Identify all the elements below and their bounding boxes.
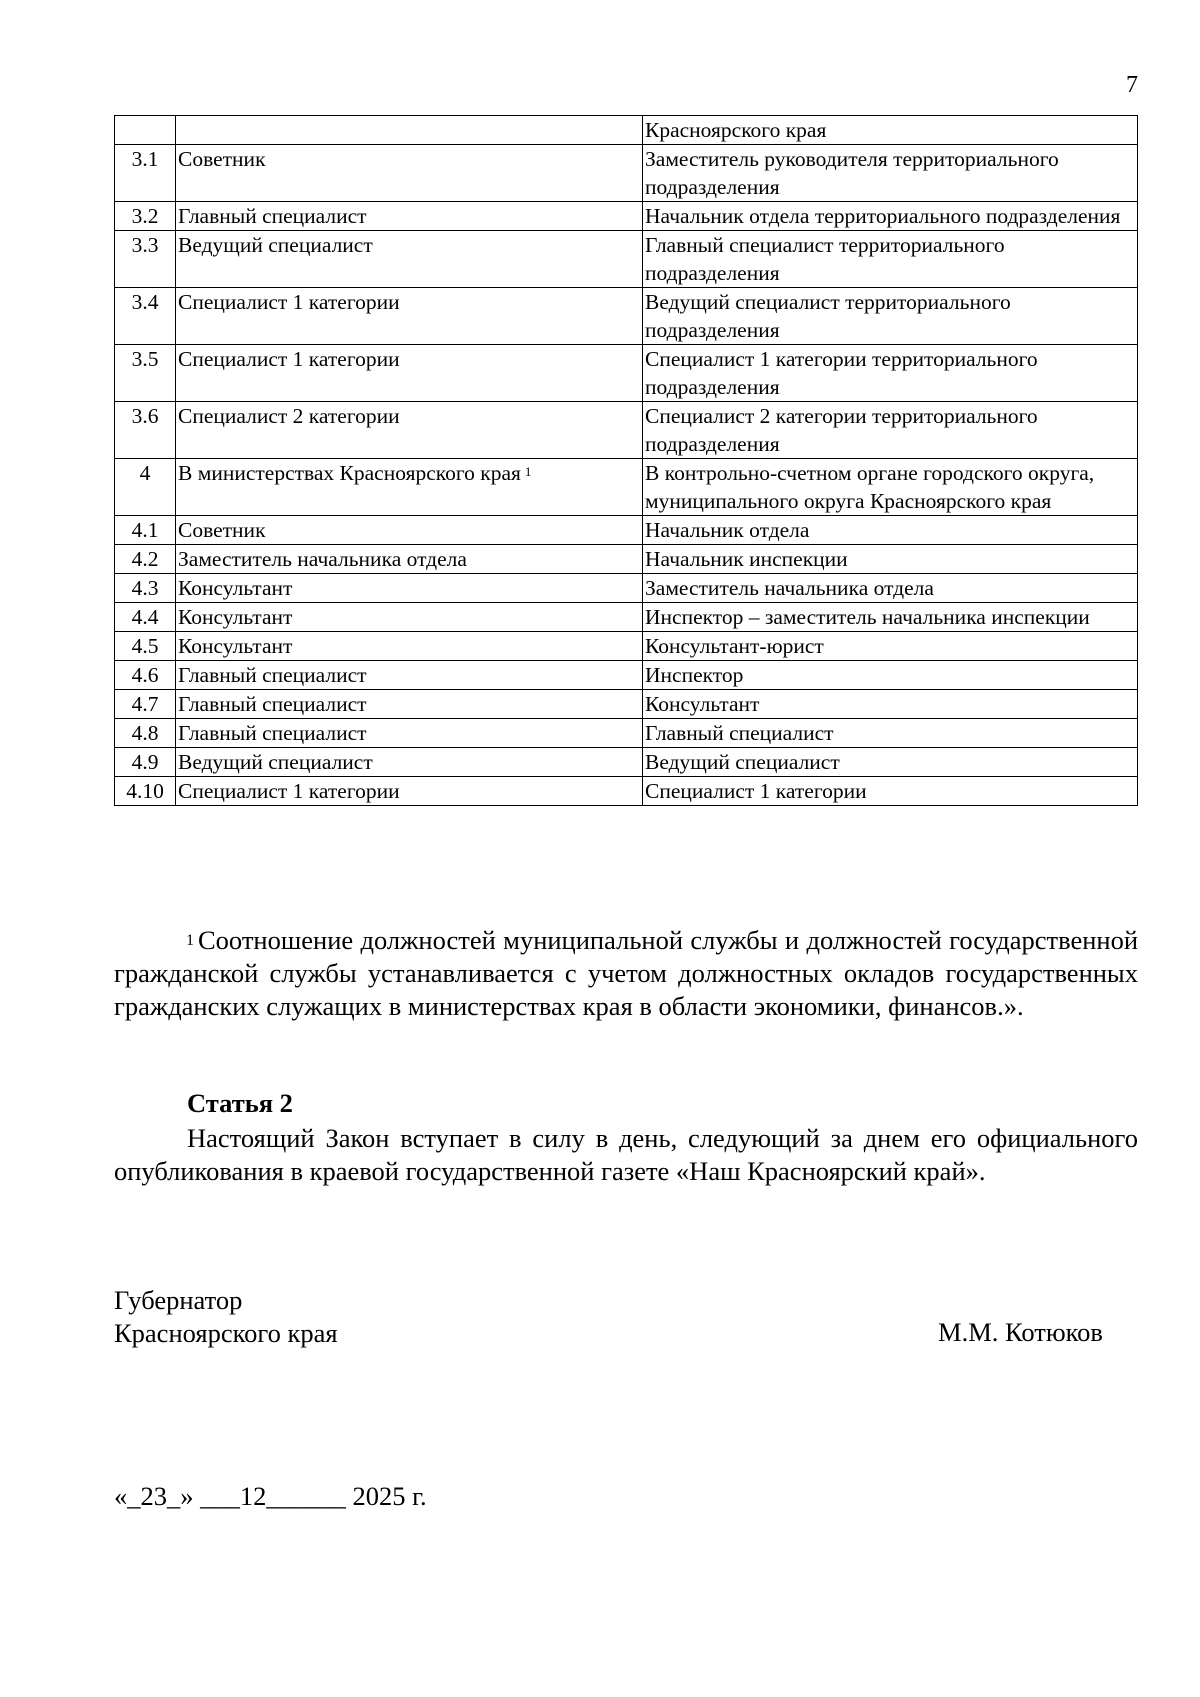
municipal-position-text: Ведущий специалист xyxy=(178,750,373,774)
row-number: 4.4 xyxy=(115,603,176,632)
footnote-reference: 1 xyxy=(524,464,532,479)
municipal-position xyxy=(176,145,643,202)
state-position: Консультант-юрист xyxy=(643,632,1138,661)
row-number: 4.8 xyxy=(115,719,176,748)
municipal-position xyxy=(176,459,643,516)
municipal-position-text: Специалист 1 категории xyxy=(178,779,400,803)
municipal-position-text: Советник xyxy=(178,147,266,171)
municipal-position xyxy=(176,345,643,402)
row-number: 3.3 xyxy=(115,231,176,288)
state-position: Красноярского края xyxy=(643,116,1138,145)
footnote-mark: 1 xyxy=(186,932,194,949)
row-number: 4.1 xyxy=(115,516,176,545)
municipal-position xyxy=(176,574,643,603)
state-position: В контрольно-счетном органе городского округа, муниципального округа Красноярского края xyxy=(643,459,1138,516)
table-row xyxy=(115,574,1138,603)
state-position: Специалист 1 категории xyxy=(643,777,1138,806)
municipal-position xyxy=(176,288,643,345)
signatory-title-line-1: Губернатор xyxy=(114,1285,243,1315)
municipal-position xyxy=(176,777,643,806)
article-text: Настоящий Закон вступает в силу в день, следующий за днем его официального опубликования в краевой государственной газете «Наш Красноярский край». xyxy=(114,1123,1138,1186)
table-row xyxy=(115,345,1138,402)
municipal-position-text: Ведущий специалист xyxy=(178,233,373,257)
state-position: Заместитель начальника отдела xyxy=(643,574,1138,603)
row-number: 3.5 xyxy=(115,345,176,402)
municipal-position-text: Главный специалист xyxy=(178,721,367,745)
state-position: Начальник отдела xyxy=(643,516,1138,545)
state-position: Начальник отдела территориального подразделения xyxy=(643,202,1138,231)
page-number: 7 xyxy=(1126,72,1138,98)
municipal-position-text: Специалист 2 категории xyxy=(178,404,400,428)
row-number: 4.3 xyxy=(115,574,176,603)
municipal-position-text: Специалист 1 категории xyxy=(178,347,400,371)
municipal-position xyxy=(176,603,643,632)
table-row xyxy=(115,545,1138,574)
signatory-name: М.М. Котюков xyxy=(938,1317,1103,1347)
row-number: 4.7 xyxy=(115,690,176,719)
state-position: Главный специалист xyxy=(643,719,1138,748)
municipal-position-text: Главный специалист xyxy=(178,204,367,228)
state-position: Специалист 2 категории территориального подразделения xyxy=(643,402,1138,459)
state-position: Ведущий специалист территориального подразделения xyxy=(643,288,1138,345)
signatory-title-line-2: Красноярского края xyxy=(114,1318,338,1348)
row-number: 3.4 xyxy=(115,288,176,345)
municipal-position-text: Консультант xyxy=(178,605,293,629)
positions-table xyxy=(114,115,1138,806)
row-number: 4.9 xyxy=(115,748,176,777)
table-row xyxy=(115,748,1138,777)
row-number: 3.1 xyxy=(115,145,176,202)
table-row xyxy=(115,145,1138,202)
municipal-position-text: Заместитель начальника отдела xyxy=(178,547,467,571)
municipal-position-text: Консультант xyxy=(178,576,293,600)
row-number: 4 xyxy=(115,459,176,516)
row-number: 3.6 xyxy=(115,402,176,459)
row-number: 4.5 xyxy=(115,632,176,661)
signing-date: «_23_» ___12______ 2025 г. xyxy=(114,1481,427,1511)
table-row xyxy=(115,288,1138,345)
table-row xyxy=(115,690,1138,719)
municipal-position xyxy=(176,661,643,690)
state-position: Заместитель руководителя территориального подразделения xyxy=(643,145,1138,202)
municipal-position xyxy=(176,748,643,777)
footnote-text: Соотношение должностей муниципальной службы и должностей государственной гражданской службы устанавливается с учетом должностных окладов государственных гражданских служащих в министерствах края в области экономики, финансов.». xyxy=(114,925,1138,1021)
municipal-position xyxy=(176,402,643,459)
state-position: Инспектор xyxy=(643,661,1138,690)
municipal-position xyxy=(176,719,643,748)
row-number: 4.10 xyxy=(115,777,176,806)
row-number: 4.2 xyxy=(115,545,176,574)
article-title: Статья 2 xyxy=(187,1088,293,1118)
municipal-position-text: В министерствах Красноярского края xyxy=(178,461,521,485)
municipal-position-text: Главный специалист xyxy=(178,663,367,687)
state-position: Главный специалист территориального подразделения xyxy=(643,231,1138,288)
state-position: Специалист 1 категории территориального подразделения xyxy=(643,345,1138,402)
row-number: 4.6 xyxy=(115,661,176,690)
row-number xyxy=(115,116,176,145)
municipal-position xyxy=(176,632,643,661)
footnote xyxy=(114,924,1138,1023)
state-position: Ведущий специалист xyxy=(643,748,1138,777)
municipal-position xyxy=(176,116,643,145)
table-row xyxy=(115,777,1138,806)
municipal-position-text: Советник xyxy=(178,518,266,542)
table-row xyxy=(115,116,1138,145)
municipal-position xyxy=(176,545,643,574)
municipal-position-text: Специалист 1 категории xyxy=(178,290,400,314)
municipal-position xyxy=(176,690,643,719)
municipal-position-text: Главный специалист xyxy=(178,692,367,716)
state-position: Консультант xyxy=(643,690,1138,719)
table-row xyxy=(115,632,1138,661)
municipal-position xyxy=(176,231,643,288)
table-row xyxy=(115,231,1138,288)
table-row xyxy=(115,603,1138,632)
municipal-position xyxy=(176,516,643,545)
state-position: Начальник инспекции xyxy=(643,545,1138,574)
table-row xyxy=(115,202,1138,231)
state-position: Инспектор – заместитель начальника инспекции xyxy=(643,603,1138,632)
table-row xyxy=(115,719,1138,748)
table-row xyxy=(115,402,1138,459)
row-number: 3.2 xyxy=(115,202,176,231)
municipal-position xyxy=(176,202,643,231)
table-row xyxy=(115,459,1138,516)
signatory-title xyxy=(114,1284,338,1350)
municipal-position-text: Консультант xyxy=(178,634,293,658)
table-row xyxy=(115,516,1138,545)
table-row xyxy=(115,661,1138,690)
